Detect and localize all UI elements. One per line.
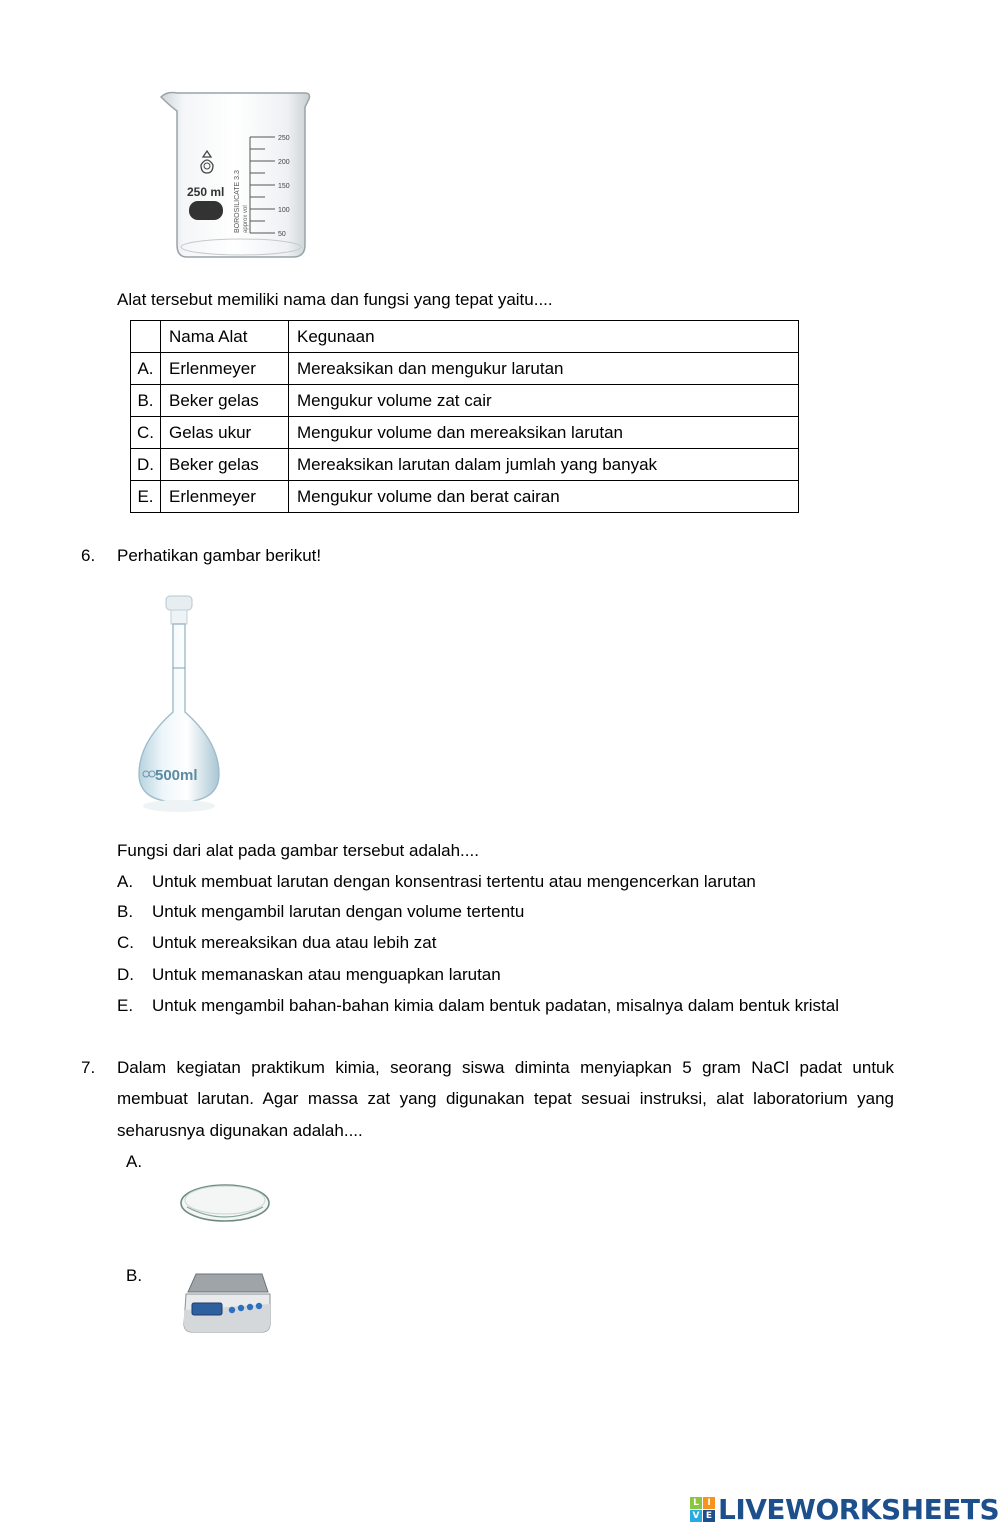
tool-name: Erlenmeyer bbox=[161, 353, 289, 385]
tool-function: Mereaksikan dan mengukur larutan bbox=[289, 353, 799, 385]
option-letter: D. bbox=[131, 449, 161, 481]
flask-volume-label: 500ml bbox=[155, 767, 198, 784]
liveworksheets-blocks-icon bbox=[690, 1497, 715, 1522]
q5-options-table bbox=[130, 320, 799, 513]
tool-function: Mengukur volume dan mereaksikan larutan bbox=[289, 417, 799, 449]
logo-block-l: L bbox=[690, 1497, 702, 1509]
digital-scale-illustration bbox=[178, 1270, 274, 1342]
volumetric-flask-image bbox=[135, 592, 225, 820]
beaker-scale-200: 200 bbox=[278, 159, 290, 166]
q7-option-a-letter[interactable]: A. bbox=[126, 1152, 143, 1171]
tool-function: Mengukur volume zat cair bbox=[289, 385, 799, 417]
q6-option-a-text[interactable]: Untuk membuat larutan dengan konsentrasi tertentu atau mengencerkan larutan bbox=[152, 872, 756, 891]
table-header-cell bbox=[131, 321, 161, 353]
watch-glass-image[interactable] bbox=[175, 1165, 275, 1243]
table-row[interactable] bbox=[131, 449, 799, 481]
q6-title: Perhatikan gambar berikut! bbox=[117, 546, 322, 565]
table-header-cell: Nama Alat bbox=[161, 321, 289, 353]
digital-scale-image[interactable] bbox=[178, 1270, 274, 1342]
option-letter: B. bbox=[131, 385, 161, 417]
q6-option-c-text[interactable]: Untuk mereaksikan dua atau lebih zat bbox=[152, 933, 437, 952]
liveworksheets-wordmark: LIVEWORKSHEETS bbox=[718, 1492, 1000, 1526]
beaker-image bbox=[155, 85, 315, 265]
q6-option-d-letter[interactable]: D. bbox=[117, 965, 134, 984]
q7-text-line-3: seharusnya digunakan adalah.... bbox=[117, 1121, 363, 1140]
logo-block-i: I bbox=[703, 1497, 715, 1509]
q6-option-e-text[interactable]: Untuk mengambil bahan-bahan kimia dalam bentuk padatan, misalnya dalam bentuk kristal bbox=[152, 996, 839, 1015]
q6-option-b-letter[interactable]: B. bbox=[117, 902, 134, 921]
beaker-illustration bbox=[155, 85, 315, 265]
tool-name: Beker gelas bbox=[161, 385, 289, 417]
table-header-cell: Kegunaan bbox=[289, 321, 799, 353]
option-letter: C. bbox=[131, 417, 161, 449]
volumetric-flask-illustration bbox=[135, 592, 225, 820]
q7-option-b-letter[interactable]: B. bbox=[126, 1266, 143, 1285]
q6-prompt: Fungsi dari alat pada gambar tersebut adalah.... bbox=[117, 841, 479, 860]
liveworksheets-logo[interactable] bbox=[690, 1494, 999, 1524]
tool-name: Erlenmeyer bbox=[161, 481, 289, 513]
tool-name: Beker gelas bbox=[161, 449, 289, 481]
table-row[interactable] bbox=[131, 353, 799, 385]
q7-text-line-2: membuat larutan. Agar massa zat yang digunakan tepat sesuai instruksi, alat laboratorium yang bbox=[117, 1089, 894, 1108]
q7-number: 7. bbox=[81, 1058, 96, 1077]
logo-block-v: V bbox=[690, 1510, 702, 1522]
table-row[interactable] bbox=[131, 385, 799, 417]
beaker-brand-text: BOROSILICATE 3.3 bbox=[234, 170, 241, 233]
q5-prompt: Alat tersebut memiliki nama dan fungsi yang tepat yaitu.... bbox=[117, 290, 553, 309]
option-letter: A. bbox=[131, 353, 161, 385]
q6-option-c-letter[interactable]: C. bbox=[117, 933, 134, 952]
option-letter: E. bbox=[131, 481, 161, 513]
beaker-scale-150: 150 bbox=[278, 183, 290, 190]
tool-name: Gelas ukur bbox=[161, 417, 289, 449]
q6-option-e-letter[interactable]: E. bbox=[117, 996, 134, 1015]
beaker-scale-250: 250 bbox=[278, 135, 290, 142]
beaker-volume-label: 250 ml bbox=[187, 185, 225, 199]
logo-block-e: E bbox=[703, 1510, 715, 1522]
beaker-approx-text: approx vol bbox=[243, 205, 249, 233]
q7-text-line-1: Dalam kegiatan praktikum kimia, seorang siswa diminta menyiapkan 5 gram NaCl padat untuk bbox=[117, 1058, 894, 1077]
beaker-scale-100: 100 bbox=[278, 207, 290, 214]
table-row[interactable] bbox=[131, 481, 799, 513]
watch-glass-illustration bbox=[175, 1165, 275, 1243]
table-header-row bbox=[131, 321, 799, 353]
tool-function: Mereaksikan larutan dalam jumlah yang banyak bbox=[289, 449, 799, 481]
beaker-scale-50: 50 bbox=[278, 231, 286, 238]
tool-function: Mengukur volume dan berat cairan bbox=[289, 481, 799, 513]
q6-option-d-text[interactable]: Untuk memanaskan atau menguapkan larutan bbox=[152, 965, 501, 984]
table-row[interactable] bbox=[131, 417, 799, 449]
q6-option-b-text[interactable]: Untuk mengambil larutan dengan volume tertentu bbox=[152, 902, 525, 921]
q6-number: 6. bbox=[81, 546, 96, 565]
q6-option-a-letter[interactable]: A. bbox=[117, 872, 134, 891]
